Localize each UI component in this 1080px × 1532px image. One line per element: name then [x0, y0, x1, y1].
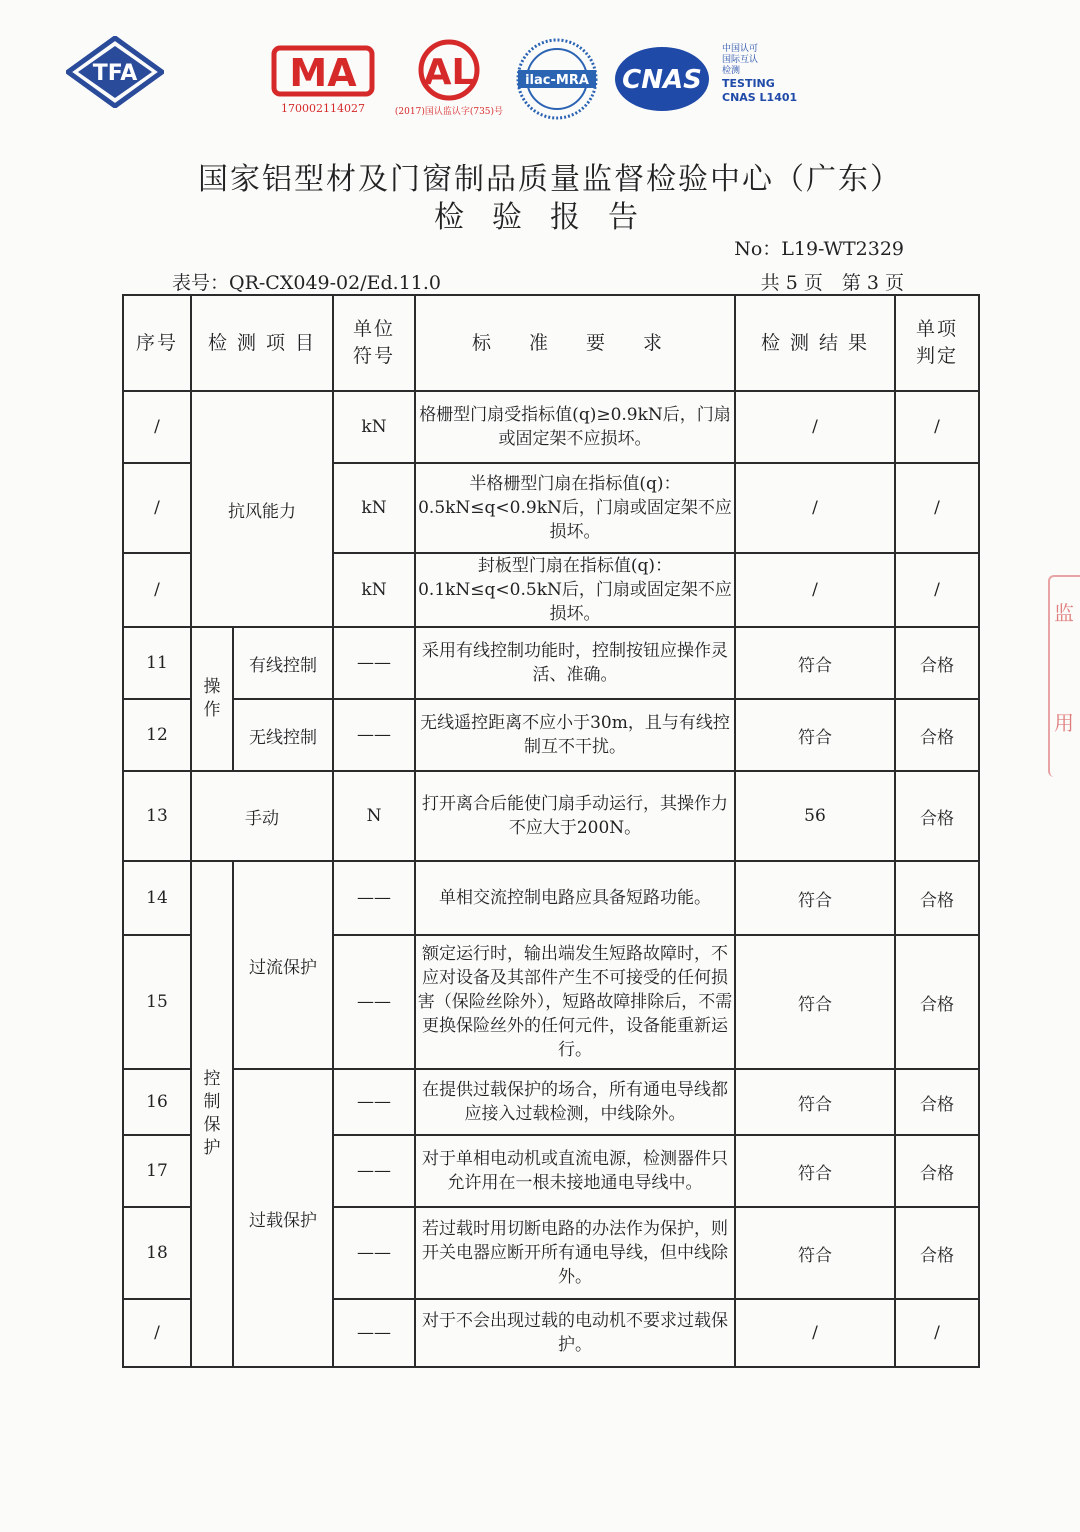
form-number: 表号：QR-CX049-02/Ed.11.0: [172, 272, 442, 294]
header-standard: 标 准 要 求: [415, 295, 735, 391]
row-standard: 半格栅型门扇在指标值(q)：0.5kN≤q<0.9kN后，门扇或固定架不应损坏。: [415, 463, 735, 553]
row-judgment: 合格: [895, 627, 979, 699]
table-row: [123, 771, 979, 861]
row-seq: /: [123, 463, 191, 553]
row-unit: ——: [333, 1299, 415, 1367]
row-seq: 11: [123, 627, 191, 699]
row-seq: 17: [123, 1135, 191, 1207]
row-seq: 13: [123, 771, 191, 861]
row-seq: /: [123, 553, 191, 627]
row-standard: 采用有线控制功能时，控制按钮应操作灵活、准确。: [415, 627, 735, 699]
row-judgment: 合格: [895, 1069, 979, 1135]
row-seq: 16: [123, 1069, 191, 1135]
row-seq: 14: [123, 861, 191, 935]
row-judgment: /: [895, 391, 979, 463]
cnas-line: TESTING: [722, 77, 775, 90]
table-row: [123, 699, 979, 771]
header-judgment: 单项判定: [895, 295, 979, 391]
report-title: 国家铝型材及门窗制品质量监督检验中心（广东）: [198, 162, 902, 197]
cma-logo: [268, 40, 378, 120]
group-manual: 手动: [191, 771, 333, 861]
row-judgment: 合格: [895, 935, 979, 1069]
group-operation: 操作: [191, 627, 233, 771]
cnas-line: 检测: [722, 66, 741, 76]
header-result: 检 测 结 果: [735, 295, 895, 391]
row-judgment: 合格: [895, 1207, 979, 1299]
row-result: 符合: [735, 861, 895, 935]
table-header-row: [123, 295, 979, 391]
cnas-line: CNAS L1401: [722, 91, 798, 104]
group-overcurrent: 过流保护: [233, 861, 333, 1069]
row-unit: ——: [333, 699, 415, 771]
page-info: 共 5 页 第 3 页: [760, 272, 904, 294]
cnas-logo: [612, 44, 712, 114]
row-standard: 对于不会出现过载的电动机不要求过载保护。: [415, 1299, 735, 1367]
row-unit: ——: [333, 1069, 415, 1135]
row-result: 符合: [735, 1069, 895, 1135]
row-standard: 若过载时用切断电路的办法作为保护，则开关电器应断开所有通电导线，但中线除外。: [415, 1207, 735, 1299]
header-unit: 单位符号: [333, 295, 415, 391]
tfa-logo-text: TFA: [92, 61, 138, 86]
cal-logo: [394, 38, 504, 120]
table-row: [123, 627, 979, 699]
svg-text:AL: AL: [423, 52, 475, 93]
row-standard: 封板型门扇在指标值(q)：0.1kN≤q<0.5kN后，门扇或固定架不应损坏。: [415, 553, 735, 627]
row-standard: 格栅型门扇受指标值(q)≥0.9kN后，门扇或固定架不应损坏。: [415, 391, 735, 463]
cal-code: (2017)国认监认字(735)号: [394, 107, 504, 117]
ilac-text: ilac-MRA: [525, 73, 589, 88]
tfa-logo: [66, 36, 164, 108]
row-subitem: 有线控制: [233, 627, 333, 699]
ilac-logo: [514, 36, 600, 122]
logo-bar: [0, 0, 1080, 130]
row-result: 符合: [735, 935, 895, 1069]
row-seq: 12: [123, 699, 191, 771]
row-standard: 在提供过载保护的场合，所有通电导线都应接入过载检测，中线除外。: [415, 1069, 735, 1135]
table-row: [123, 1069, 979, 1135]
row-judgment: /: [895, 463, 979, 553]
cma-code: 170002114027: [281, 102, 365, 115]
row-result: 56: [735, 771, 895, 861]
row-judgment: /: [895, 553, 979, 627]
inspection-table: [122, 294, 980, 1368]
group-control: 控制保护: [191, 861, 233, 1367]
group-overload: 过载保护: [233, 1069, 333, 1367]
row-unit: kN: [333, 391, 415, 463]
row-result: /: [735, 463, 895, 553]
row-unit: ——: [333, 1135, 415, 1207]
row-seq: /: [123, 1299, 191, 1367]
svg-text:MA: MA: [289, 51, 357, 95]
seal-stamp: 监 用: [1048, 575, 1080, 777]
row-standard: 单相交流控制电路应具备短路功能。: [415, 861, 735, 935]
row-result: 符合: [735, 627, 895, 699]
table-row: [123, 391, 979, 463]
cnas-line: 中国认可: [722, 44, 759, 54]
row-result: /: [735, 1299, 895, 1367]
row-judgment: /: [895, 1299, 979, 1367]
row-result: 符合: [735, 1135, 895, 1207]
row-standard: 额定运行时，输出端发生短路故障时，不应对设备及其部件产生不可接受的任何损害（保险丝除外），短路故障排除后，不需更换保险丝外的任何元件，设备能重新运行。: [415, 935, 735, 1069]
row-standard: 打开离合后能使门扇手动运行，其操作力不应大于200N。: [415, 771, 735, 861]
row-unit: N: [333, 771, 415, 861]
row-result: 符合: [735, 699, 895, 771]
report-number: No：L19-WT2329: [734, 238, 904, 260]
row-unit: ——: [333, 1207, 415, 1299]
cnas-text: CNAS: [622, 65, 702, 95]
row-standard: 对于单相电动机或直流电源，检测器件只允许用在一根未接地通电导线中。: [415, 1135, 735, 1207]
row-judgment: 合格: [895, 699, 979, 771]
table-row: [123, 861, 979, 935]
row-unit: ——: [333, 935, 415, 1069]
cnas-caption: [722, 44, 812, 105]
row-judgment: 合格: [895, 1135, 979, 1207]
row-seq: /: [123, 391, 191, 463]
header-item: 检 测 项 目: [191, 295, 333, 391]
row-seq: 15: [123, 935, 191, 1069]
row-unit: ——: [333, 861, 415, 935]
header-seq: 序号: [123, 295, 191, 391]
row-result: /: [735, 553, 895, 627]
row-unit: ——: [333, 627, 415, 699]
cnas-line: 国际互认: [722, 55, 759, 65]
row-standard: 无线遥控距离不应小于30m，且与有线控制互不干扰。: [415, 699, 735, 771]
report-subtitle: 检验报告: [434, 200, 666, 235]
row-judgment: 合格: [895, 771, 979, 861]
row-judgment: 合格: [895, 861, 979, 935]
row-result: 符合: [735, 1207, 895, 1299]
row-unit: kN: [333, 463, 415, 553]
row-result: /: [735, 391, 895, 463]
row-unit: kN: [333, 553, 415, 627]
group-wind: 抗风能力: [191, 391, 333, 627]
row-seq: 18: [123, 1207, 191, 1299]
row-subitem: 无线控制: [233, 699, 333, 771]
